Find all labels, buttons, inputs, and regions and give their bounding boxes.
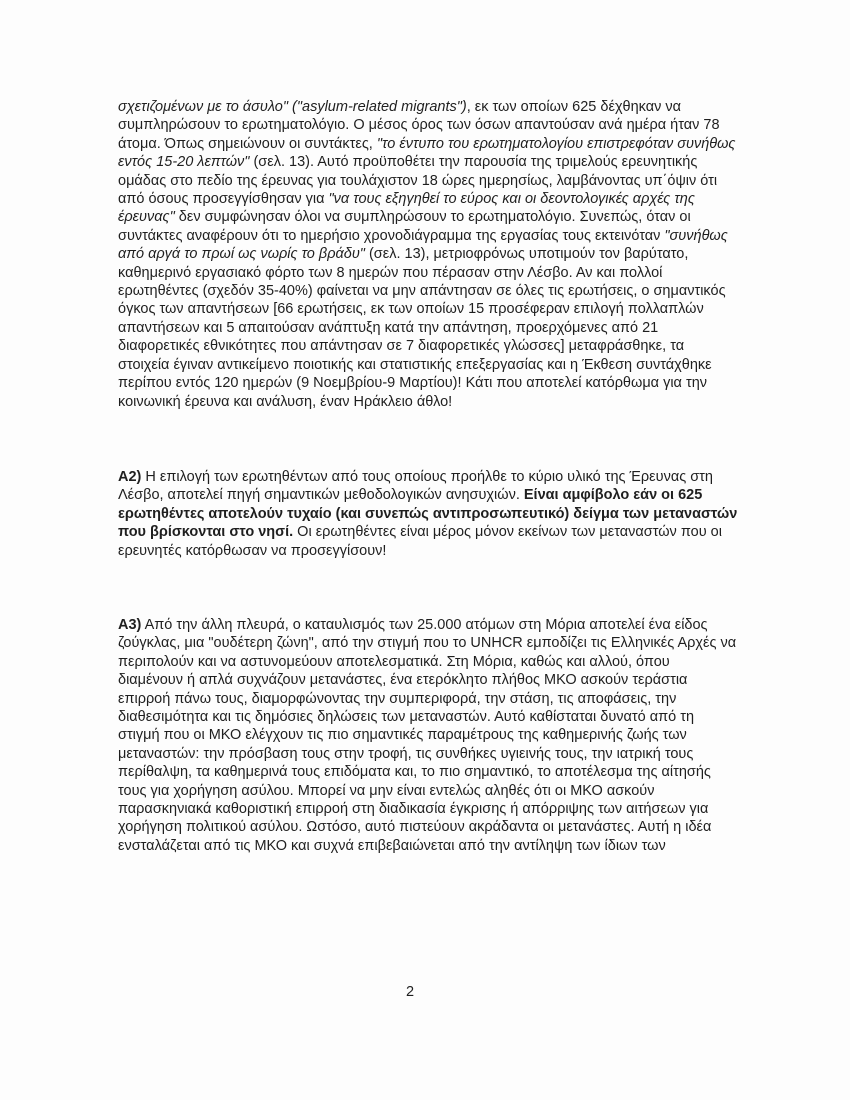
- paragraph-a3: [118, 616, 738, 855]
- quotation: "συνήθως από αργά το πρωί ως νωρίς το βράδυ": [118, 227, 728, 263]
- page-body: [118, 98, 738, 855]
- paragraph-text: Από την άλλη πλευρά, ο καταυλισμός των 25.000 ατόμων στη Μόρια αποτελεί ένα είδος ζούγκλας, μια "ουδέτερη ζώνη", από την στιγμή που το UNHCR εμποδίζει τις Ελληνικές Αρχές να περιπολούν και να αστυνομεύουν αποτελεσματικά. Στη Μόρια, καθώς και αλλού, όπου διαμένουν ή απλά συχνάζουν μετανάστες, ένα ετερόκλητο πλήθος ΜΚΟ ασκούν τεράστια επιρροή πάνω τους, διαμορφώνοντας την συμπεριφορά, την στάση, τις αποφάσεις, την διαθεσιμότητα και τις δημόσιες δηλώσεις των μεταναστών. Αυτό καθίσταται δυνατό από τη στιγμή που οι ΜΚΟ ελέγχουν τις πιο σημαντικές παραμέτρους της καθημερινής ζωής των μεταναστών: την πρόσβαση τους στην τροφή, τις συνθήκες υγιεινής τους, την ιατρική τους περίθαλψη, τα καθημερινά τους επιδόματα και, το πιο σημαντικό, το αποτέλεσμα της αίτησής τους για χορήγηση ασύλου. Μπορεί να μην είναι εντελώς αληθές ότι οι ΜΚΟ ασκούν παρασκηνιακά καθοριστική επιρροή στη διαδικασία έγκρισης ή απόρριψης των αιτήσεων για χορήγηση πολιτικού ασύλου. Ωστόσο, αυτό πιστεύουν ακράδαντα οι μετανάστες. Αυτή η ιδέα ενσταλάζεται από τις ΜΚΟ και συχνά επιβεβαιώνεται από την αντίληψη των ίδιων των: [118, 616, 737, 854]
- paragraph-text: Οι ερωτηθέντες είναι μέρος μόνον εκείνων των μεταναστών που οι ερευνητές κατόρθωσαν να προσεγγίσουν!: [118, 524, 722, 559]
- section-label: Α2): [118, 468, 142, 485]
- page-number: 2: [405, 984, 415, 1000]
- paragraph-text: Η επιλογή των ερωτηθέντων από τους οποίους προήλθε το κύριο υλικό της Έρευνας στη Λέσβο, αποτελεί πηγή σημαντικών μεθοδολογικών ανησυχιών.: [118, 468, 713, 504]
- paragraph-text: (σελ. 13), μετριοφρόνως υποτιμούν τον βαρύτατο, καθημερινό εργασιακό φόρτο των 8 ημερών που πέρασαν στην Λέσβο. Αν και πολλοί ερωτηθέντες (σχεδόν 35-40%) φαίνεται να μην απάντησαν σε όλες τις ερωτήσεις, ο σημαντικός όγκος των απαντήσεων [66 ερωτήσεις, εκ των οποίων 15 προσέφεραν επιλογή πολλαπλών απαντήσεων και 5 απαιτούσαν ανάπτυξη κατά την απάντηση, προερχόμενες από 21 διαφορετικές εθνικότητες που απάντησαν σε 7 διαφορετικές γλώσσες] μεταφράσθηκε, τα στοιχεία έγιναν αντικείμενο ποιοτικής και στατιστικής επεξεργασίας και η Έκθεση συντάχθηκε περίπου εντός 120 ημερών (9 Νοεμβρίου-9 Μαρτίου)! Κάτι που αποτελεί κατόρθωμα για την κοινωνική έρευνα και ανάλυση, έναν Ηράκλειο άθλο!: [118, 246, 726, 410]
- paragraph-text: δεν συμφώνησαν όλοι να συμπληρώσουν το ερωτηματολόγιο. Συνεπώς, όταν οι συντάκτες αναφέρουν ότι το ημερήσιο χρονοδιάγραμμα της εργασίας τους εκτεινόταν: [118, 209, 691, 244]
- paragraph-text: (σελ. 13). Αυτό προϋποθέτει την παρουσία της τριμελούς ερευνητικής ομάδας στο πεδίο της έρευνας για τουλάχιστον 18 ώρες ημερησίως, λαμβάνοντας υπ΄όψιν ότι από όσους προσεγγίσθησαν για: [118, 154, 718, 208]
- quotation: "να τους εξηγηθεί το εύρος και οι δεοντολογικές αρχές της έρευνας": [118, 191, 695, 226]
- quoted-term: σχετιζομένων με το άσυλο" ("asylum-related migrants"): [118, 99, 467, 115]
- paragraph-text: , εκ των οποίων 625 δέχθηκαν να συμπληρώσουν το ερωτηματολόγιο. Ο μέσος όρος των όσων απαντούσαν ανά ημέρα ήταν 78 άτομα. Όπως σημειώνουν οι συντάκτες,: [118, 99, 720, 152]
- paragraph-a2: [118, 468, 738, 560]
- paragraph-continuation: [118, 98, 738, 411]
- quotation: "το έντυπο του ερωτηματολογίου επιστρεφόταν συνήθως εντός 15-20 λεπτών": [118, 135, 736, 171]
- section-label: Α3): [118, 616, 142, 633]
- emphasized-statement: Είναι αμφίβολο εάν οι 625 ερωτηθέντες αποτελούν τυχαίο (και συνεπώς αντιπροσωπευτικό) δείγμα των μεταναστών που βρίσκονται στο νησί.: [118, 487, 738, 541]
